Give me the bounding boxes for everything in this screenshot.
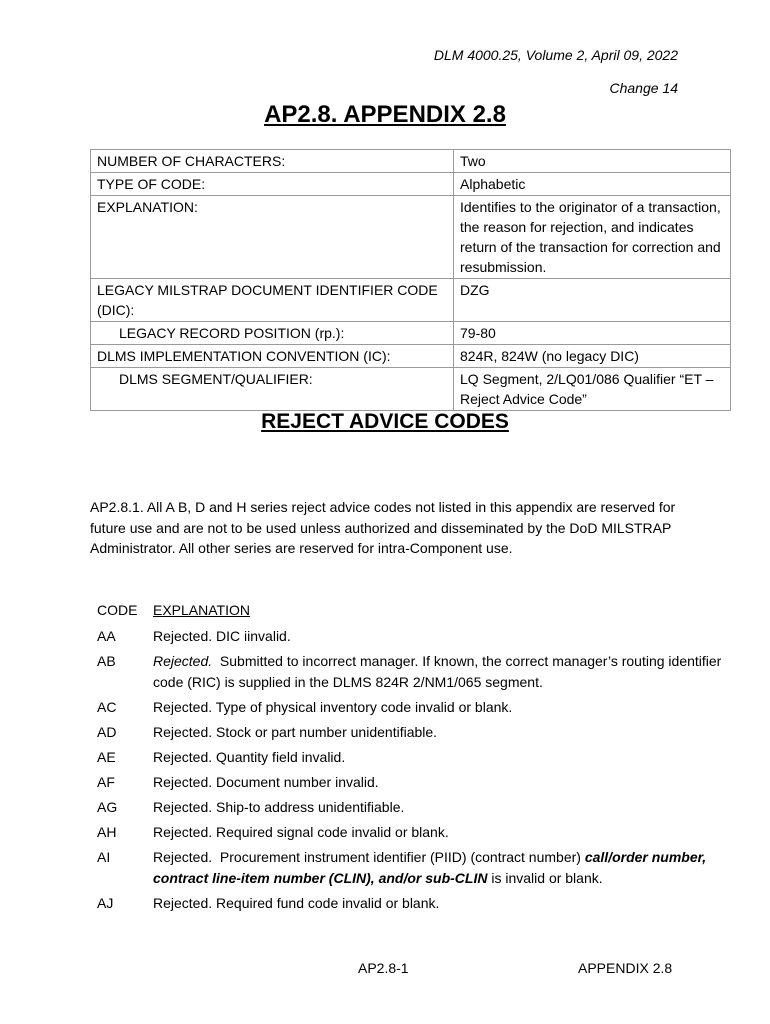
explanation-text: Submitted to incorrect manager. If known, the correct manager’s routing identifier code (RIC) is supplied in the DLMS 824R 2/NM1/065 segment. [153, 653, 726, 690]
explanation-text-emphasis: call/order number, contract line-item number (CLIN), and/or sub-CLIN [153, 849, 707, 886]
table-value: Two [454, 150, 731, 173]
list-item [97, 722, 737, 747]
table-row [91, 150, 731, 173]
explanation: Rejected. DIC iinvalid. [153, 628, 291, 644]
table-row [91, 173, 731, 196]
table-value: Alphabetic [454, 173, 731, 196]
table-value: 79-80 [454, 322, 731, 345]
code: AA [97, 628, 116, 644]
explanation: Rejected. Ship-to address unidentifiable. [153, 799, 405, 815]
table-key: NUMBER OF CHARACTERS: [91, 150, 454, 173]
code: AF [97, 774, 115, 790]
explanation: Rejected. Quantity field invalid. [153, 749, 346, 765]
list-item [97, 651, 737, 697]
list-item [97, 697, 737, 722]
rejected-label: Rejected. [153, 653, 213, 669]
explanation: Rejected. Document number invalid. [153, 774, 379, 790]
table-row [91, 322, 731, 345]
code: AG [97, 799, 118, 815]
explanation [153, 651, 737, 692]
code: AD [97, 724, 117, 740]
table-key: EXPLANATION: [91, 196, 454, 279]
list-item [97, 772, 737, 797]
footer-appendix-label: APPENDIX 2.8 [578, 960, 673, 976]
paragraph-ap2-8-1: AP2.8.1. All A B, D and H series reject advice codes not listed in this appendix are reserved for future use and are not to be used unless authorized and disseminated by the DoD MILSTRAP Administrator. All other series are reserved for intra-Component use. [90, 499, 676, 556]
document-header-reference: DLM 4000.25, Volume 2, April 09, 2022 [433, 47, 678, 63]
explanation-text-end: is invalid or blank. [487, 869, 603, 886]
table-value: Identifies to the originator of a transaction, the reason for rejection, and indicates return of the transaction for correction and resubmission. [454, 196, 731, 279]
explanation: Rejected. Required fund code invalid or blank. [153, 895, 440, 911]
code: AC [97, 699, 117, 715]
explanation: Rejected. Type of physical inventory code invalid or blank. [153, 699, 513, 715]
code: AJ [97, 895, 114, 911]
explanation: Rejected. Required signal code invalid or blank. [153, 824, 449, 840]
page-number: AP2.8-1 [358, 960, 409, 976]
list-item [97, 893, 737, 918]
code: AE [97, 749, 116, 765]
code-list-header [97, 600, 737, 626]
table-value: DZG [454, 279, 731, 322]
explanation: Rejected. Stock or part number unidentifiable. [153, 724, 438, 740]
table-value: LQ Segment, 2/LQ01/086 Qualifier “ET – Reject Advice Code” [454, 368, 731, 411]
table-key: LEGACY RECORD POSITION (rp.): [91, 322, 454, 345]
table-key: LEGACY MILSTRAP DOCUMENT IDENTIFIER CODE (DIC): [91, 279, 454, 322]
page-title: AP2.8. APPENDIX 2.8 [264, 101, 506, 128]
table-key: DLMS SEGMENT/QUALIFIER: [91, 368, 454, 411]
list-item [97, 847, 737, 893]
list-item [97, 626, 737, 651]
code: AI [97, 849, 111, 865]
code: AH [97, 824, 117, 840]
table-row [91, 279, 731, 322]
list-item [97, 797, 737, 822]
table-key: TYPE OF CODE: [91, 173, 454, 196]
section-title: REJECT ADVICE CODES [261, 410, 509, 433]
appendix-metadata-table [90, 149, 731, 411]
explanation [153, 847, 737, 888]
reject-advice-code-list [97, 600, 737, 918]
table-row [91, 196, 731, 279]
table-key: DLMS IMPLEMENTATION CONVENTION (IC): [91, 345, 454, 368]
table-row [91, 345, 731, 368]
code: AB [97, 653, 116, 669]
document-header-change: Change 14 [609, 80, 678, 96]
list-item [97, 747, 737, 772]
table-row [91, 368, 731, 411]
table-value: 824R, 824W (no legacy DIC) [454, 345, 731, 368]
list-item [97, 822, 737, 847]
code-column-header: CODE [97, 602, 138, 618]
explanation-column-header: EXPLANATION [153, 602, 250, 618]
explanation-text-start: Rejected. Procurement instrument identifier (PIID) (contract number) [153, 849, 585, 865]
